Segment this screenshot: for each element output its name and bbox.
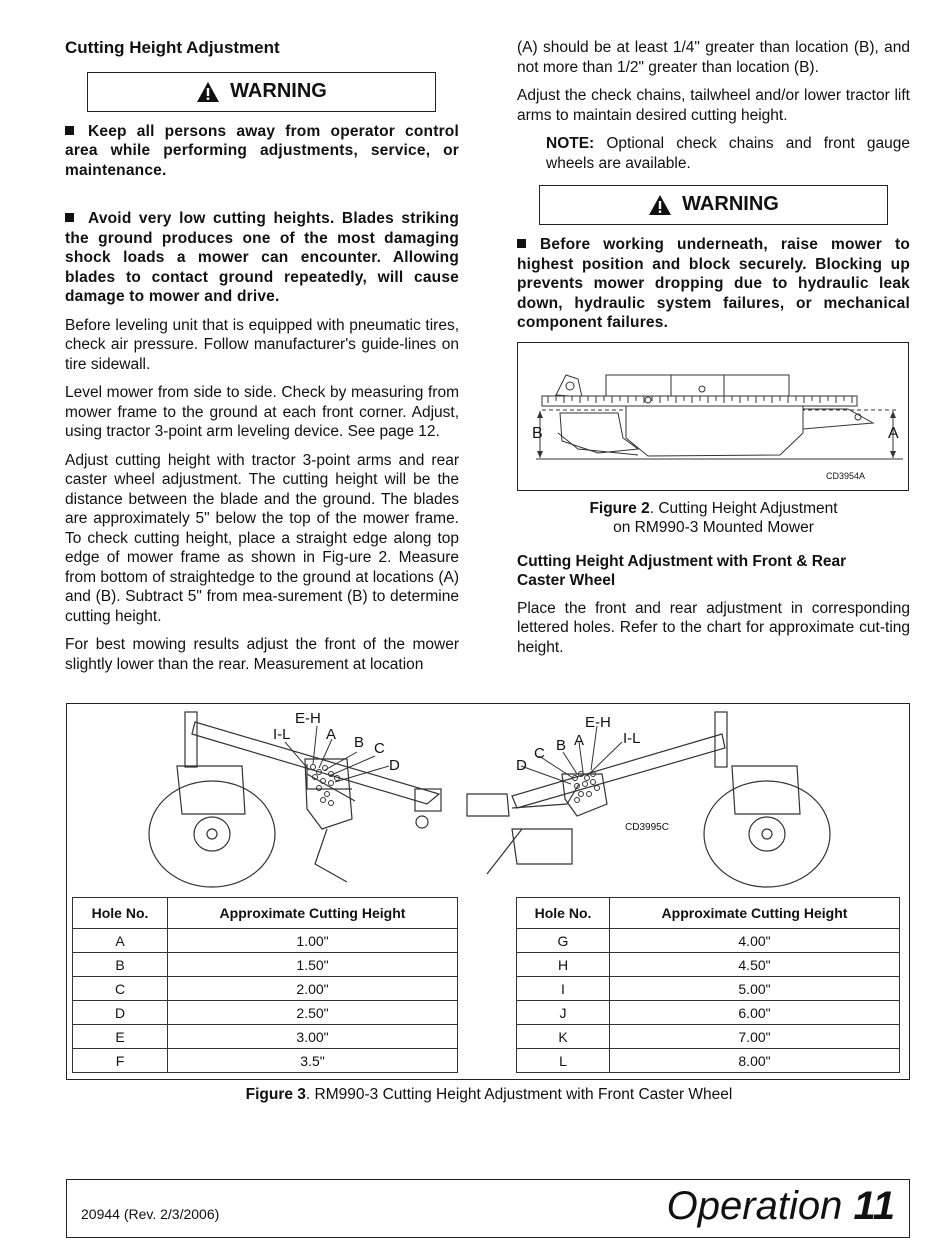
column-header-height: Approximate Cutting Height [168,898,458,929]
subheading: Cutting Height Adjustment with Front & Rear Caster Wheel [517,552,847,589]
column-header-hole: Hole No. [73,898,168,929]
cutting-height-table-left [72,897,458,1073]
bullet-square-icon [65,213,74,222]
warning-bullet: Before working underneath, raise mower to highest position and block securely. Blocking up prevents mower dropping due to hydraulic leak down, hydraulic system failures, or mechanical component failures. [517,236,910,331]
paragraph: Before leveling unit that is equipped with pneumatic tires, check air pressure. Follow manufacturer's guide-lines on tire sidewall. [65,316,459,373]
table-row: B 1.50" [73,953,458,977]
hole-label-c: C [534,745,545,762]
section-heading: Cutting Height Adjustment [65,38,280,57]
table-row: G 4.00" [517,929,900,953]
table-row: D 2.50" [73,1001,458,1025]
table-row: C 2.00" [73,977,458,1001]
note: NOTE: Optional check chains and front gauge wheels are available. [546,135,910,172]
figure-2-box [517,342,909,491]
figure-code: CD3954A [826,470,866,481]
warning-box [87,72,436,112]
bullet-square-icon [65,126,74,135]
warning-bullet: Avoid very low cutting heights. Blades striking the ground produces one of the most damaging shock loads a mower can encounter. Allowing blades to contact ground repeatedly, will cause damage to mower and drive. [65,210,459,305]
table-row: J 6.00" [517,1001,900,1025]
warning-label: WARNING [682,193,779,216]
paragraph: Adjust the check chains, tailwheel and/or lower tractor lift arms to maintain desired cutting height. [517,87,910,124]
hole-label-b: B [354,734,365,751]
hole-label-il: I-L [273,726,291,743]
hole-label-a: A [326,726,337,743]
table-row: I 5.00" [517,977,900,1001]
hole-label-b: B [556,737,567,754]
hole-label-d: D [516,757,527,774]
hole-label-d: D [389,757,400,774]
table-row: A 1.00" [73,929,458,953]
page-footer [66,1179,910,1238]
revision-number: 20944 (Rev. 2/3/2006) [81,1206,220,1222]
hole-label-eh: E-H [295,710,321,727]
figure-3-box [66,703,910,1080]
table-row: F 3.5" [73,1049,458,1073]
table-row: L 8.00" [517,1049,900,1073]
caster-wheel-diagram [67,704,909,894]
warning-triangle-icon [196,81,220,103]
paragraph: Adjust cutting height with tractor 3-point arms and rear caster wheel adjustment. The cutting height will be the distance between the blade and the ground. The blades are approximately 5" below the top of the mower frame. To check cutting height, place a straight edge along top edge of mower frame as shown in Fig-ure 2. Measure from bottom of straightedge to the ground at locations (A) and (B). Subtract 5" from mea-surement (B) to determine cutting height. [65,451,459,625]
bullet-square-icon [517,239,526,248]
figure-3-caption: Figure 3. RM990-3 Cutting Height Adjustment with Front Caster Wheel [245,1086,733,1103]
warning-triangle-icon [648,194,672,216]
figure-2-caption: Figure 2. Cutting Height Adjustment on RM990-3 Mounted Mower [589,499,838,536]
warning-box [539,185,888,225]
column-header-height: Approximate Cutting Height [610,898,900,929]
column-header-hole: Hole No. [517,898,610,929]
hole-label-eh: E-H [585,714,611,731]
figure-code: CD3995C [625,822,669,833]
warning-bullet: Keep all persons away from operator control area while performing adjustments, service, or maintenance. [65,122,459,179]
left-column [65,38,459,683]
section-page-label: Operation 11 [666,1184,895,1228]
hole-label-c: C [374,740,385,757]
paragraph: Place the front and rear adjustment in corresponding lettered holes. Refer to the chart for approximate cut-ting height. [517,599,910,656]
paragraph: For best mowing results adjust the front of the mower slightly lower than the rear. Measurement at location [65,636,459,673]
dimension-label-a: A [888,424,899,442]
cutting-height-table-right [516,897,900,1073]
dimension-label-b: B [532,424,543,442]
right-column [517,38,910,666]
table-row: H 4.50" [517,953,900,977]
table-row: E 3.00" [73,1025,458,1049]
hole-label-a: A [574,732,585,749]
paragraph: Level mower from side to side. Check by measuring from mower frame to the ground at each front corner. Adjust, using tractor 3-point arm leveling device. See page 12. [65,384,459,440]
hole-label-il: I-L [623,730,641,747]
paragraph: (A) should be at least 1/4" greater than location (B), and not more than 1/2" greater than location (B). [517,39,910,76]
warning-label: WARNING [230,79,327,102]
table-row: K 7.00" [517,1025,900,1049]
